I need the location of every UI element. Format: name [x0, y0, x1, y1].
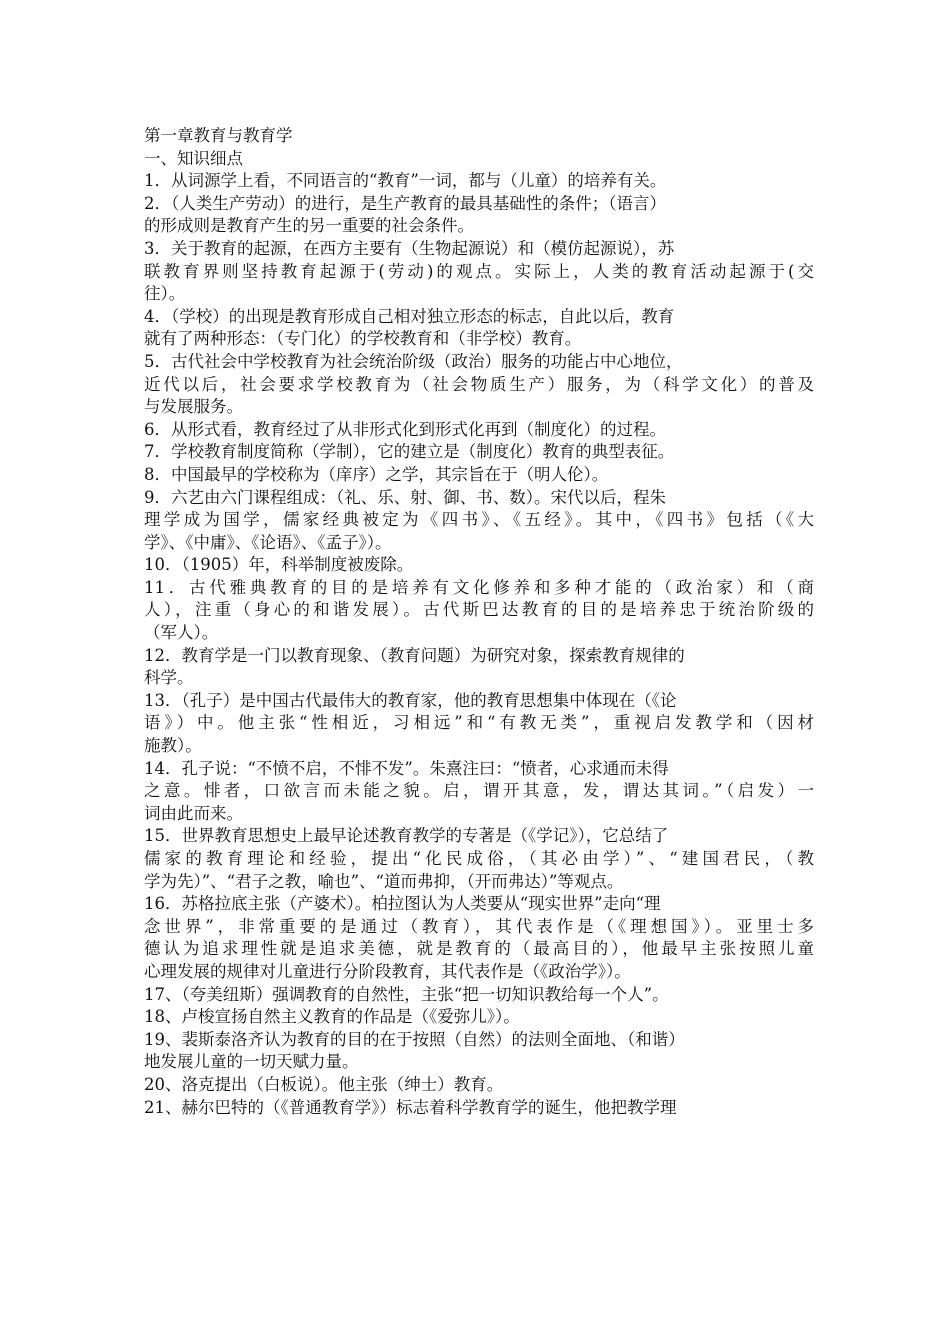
text-line: 2．（人类生产劳动）的进行，是生产教育的最具基础性的条件；（语言）: [144, 193, 666, 213]
text-line: 近代以后，社会要求学校教育为（社会物质生产）服务，为（科学文化）的普及: [144, 374, 814, 394]
document-body: [144, 170, 814, 1119]
text-line: 6．从形式看，教育经过了从非形式化到形式化再到（制度化）的过程。: [144, 419, 666, 439]
text-line: 7．学校教育制度简称（学制），它的建立是（制度化）教育的典型表征。: [144, 442, 675, 462]
text-line: 16．苏格拉底主张（产婆术）。柏拉图认为人类要从“现实世界”走向“理: [144, 894, 661, 914]
text-line: 11．古代雅典教育的目的是培养有文化修养和多种才能的（政治家）和（商: [144, 577, 814, 597]
text-line: 14．孔子说：“不愤不启，不悱不发”。朱熹注曰：“愤者，心求通而未得: [144, 758, 669, 778]
text-line: 15．世界教育思想史上最早论述教育教学的专著是（《学记》），它总结了: [144, 826, 669, 846]
chapter-title: 第一章教育与教育学: [144, 126, 293, 145]
text-line: 心理发展的规律对儿童进行分阶段教育，其代表作是（《政治学》）。: [144, 961, 631, 981]
text-line: 13．（孔子）是中国古代最伟大的教育家，他的教育思想集中体现在（《论: [144, 690, 677, 710]
text-line: 地发展儿童的一切天赋力量。: [144, 1052, 359, 1072]
text-line: 人），注重（身心的和谐发展）。古代斯巴达教育的目的是培养忠于统治阶级的: [144, 600, 814, 620]
text-line: 18、卢梭宣扬自然主义教育的作品是（《爱弥儿》）。: [144, 1007, 520, 1027]
text-line: 语》）中。他主张“性相近，习相远”和“有教无类”，重视启发教学和（因材: [144, 713, 814, 733]
text-line: 念世界”，非常重要的是通过（教育），其代表作是（《理想国》）。亚里士多: [144, 916, 814, 936]
text-line: 学》、《中庸》、《论语》、《孟子》）。: [144, 532, 392, 552]
text-line: 17、（夸美纽斯）强调教育的自然性，主张“把一切知识教给每一个人”。: [144, 984, 669, 1004]
text-line: 与发展服务。: [144, 397, 243, 417]
text-line: 学为先）”、“君子之教，喻也”、“道而弗抑，（开而弗达）”等观点。: [144, 871, 624, 891]
text-line: 施教）。: [144, 736, 202, 756]
text-line: 10．（1905）年，科举制度被废除。: [144, 555, 414, 575]
text-line: （军人）。: [144, 623, 219, 643]
text-line: 20、洛克提出（白板说）。他主张（绅士）教育。: [144, 1074, 504, 1094]
text-line: 9．六艺由六门课程组成：（礼、乐、射、御、书、数）。宋代以后，程朱: [144, 487, 666, 507]
text-line: 12．教育学是一门以教育现象、（教育问题）为研究对象，探索教育规律的: [144, 645, 685, 665]
text-line: 之意。悱者，口欲言而未能之貌。启，谓开其意，发，谓达其词。”（启发）一: [144, 781, 814, 801]
text-line: 往）。: [144, 284, 186, 304]
text-line: 就有了两种形态：（专门化）的学校教育和（非学校）教育。: [144, 329, 582, 349]
text-line: 的形成则是教育产生的另一重要的社会条件。: [144, 216, 474, 236]
text-line: 1．从词源学上看，不同语言的“教育”一词，都与（儿童）的培养有关。: [144, 171, 667, 191]
document-page: [144, 125, 814, 1119]
text-line: 8．中国最早的学校称为（庠序）之学，其宗旨在于（明人伦）。: [144, 464, 609, 484]
text-line: 德认为追求理性就是追求美德，就是教育的（最高目的），他最早主张按照儿童: [144, 939, 814, 959]
text-line: 5．古代社会中学校教育为社会统治阶级（政治）服务的功能占中心地位，: [144, 351, 683, 371]
text-line: 理学成为国学，儒家经典被定为《四书》、《五经》。其中，《四书》包括（《大: [144, 510, 814, 530]
text-line: 儒家的教育理论和经验，提出“化民成俗，（其必由学）”、“建国君民，（教: [144, 849, 814, 868]
text-line: 联教育界则坚持教育起源于(劳动)的观点。实际上，人类的教育活动起源于(交: [144, 261, 814, 281]
text-line: 科学。: [144, 668, 194, 688]
text-line: 词由此而来。: [144, 803, 243, 823]
section-heading: 一、知识细点: [144, 148, 243, 168]
text-line: 19、裴斯泰洛齐认为教育的目的在于按照（自然）的法则全面地、（和谐）: [144, 1029, 685, 1049]
text-line: 3．关于教育的起源，在西方主要有（生物起源说）和（模仿起源说），苏: [144, 238, 675, 258]
text-line: 21、赫尔巴特的（《普通教育学》）标志着科学教育学的诞生，他把教学理: [144, 1097, 677, 1117]
text-line: 4．（学校）的出现是教育形成自己相对独立形态的标志，自此以后，教育: [144, 306, 675, 326]
